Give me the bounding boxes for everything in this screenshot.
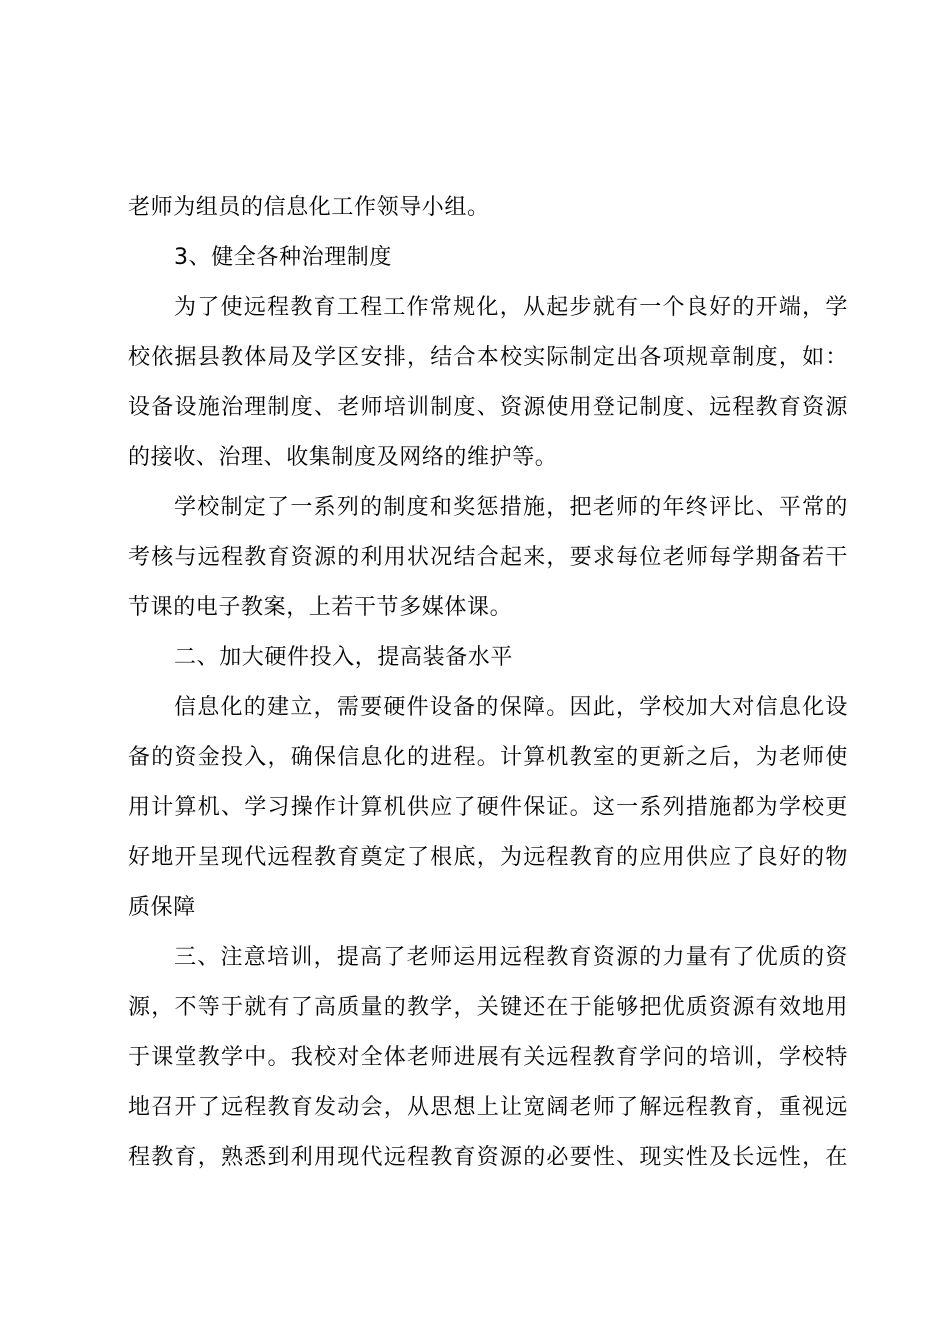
text-line: 信息化的建立，需要硬件设备的保障。因此，学校加大对信息化设 (174, 695, 848, 720)
text-line: 好地开呈现代远程教育奠定了根底，为远程教育的应用供应了良好的物 (128, 845, 848, 870)
text-line: 考核与远程教育资源的利用状况结合起来，要求每位老师每学期备若干 (128, 545, 848, 570)
section-heading: 3、健全各种治理制度 (174, 245, 392, 270)
text-line: 节课的电子教案，上若干节多媒体课。 (128, 595, 513, 620)
section-heading: 二、加大硬件投入，提高装备水平 (174, 645, 514, 670)
text-line: 源，不等于就有了高质量的教学，关键还在于能够把优质资源有效地用 (128, 995, 848, 1020)
text-line: 于课堂教学中。我校对全体老师进展有关远程教育学问的培训，学校特 (128, 1045, 848, 1070)
text-line: 三、注意培训，提高了老师运用远程教育资源的力量有了优质的资 (174, 945, 848, 970)
text-line: 设备设施治理制度、老师培训制度、资源使用登记制度、远程教育资源 (128, 395, 848, 420)
text-line: 老师为组员的信息化工作领导小组。 (128, 195, 490, 220)
text-line: 的接收、治理、收集制度及网络的维护等。 (128, 445, 558, 470)
text-line: 用计算机、学习操作计算机供应了硬件保证。这一系列措施都为学校更 (128, 795, 848, 820)
text-line: 质保障 (128, 895, 196, 920)
text-line: 地召开了远程教育发动会，从思想上让宽阔老师了解远程教育，重视远 (128, 1095, 848, 1120)
text-line: 学校制定了一系列的制度和奖惩措施，把老师的年终评比、平常的 (174, 495, 848, 520)
text-line: 校依据县教体局及学区安排，结合本校实际制定出各项规章制度，如： (128, 345, 848, 370)
text-line: 备的资金投入，确保信息化的进程。计算机教室的更新之后，为老师使 (128, 745, 848, 770)
text-line: 程教育，熟悉到利用现代远程教育资源的必要性、现实性及长远性，在 (128, 1145, 848, 1170)
text-line: 为了使远程教育工程工作常规化，从起步就有一个良好的开端，学 (174, 295, 848, 320)
